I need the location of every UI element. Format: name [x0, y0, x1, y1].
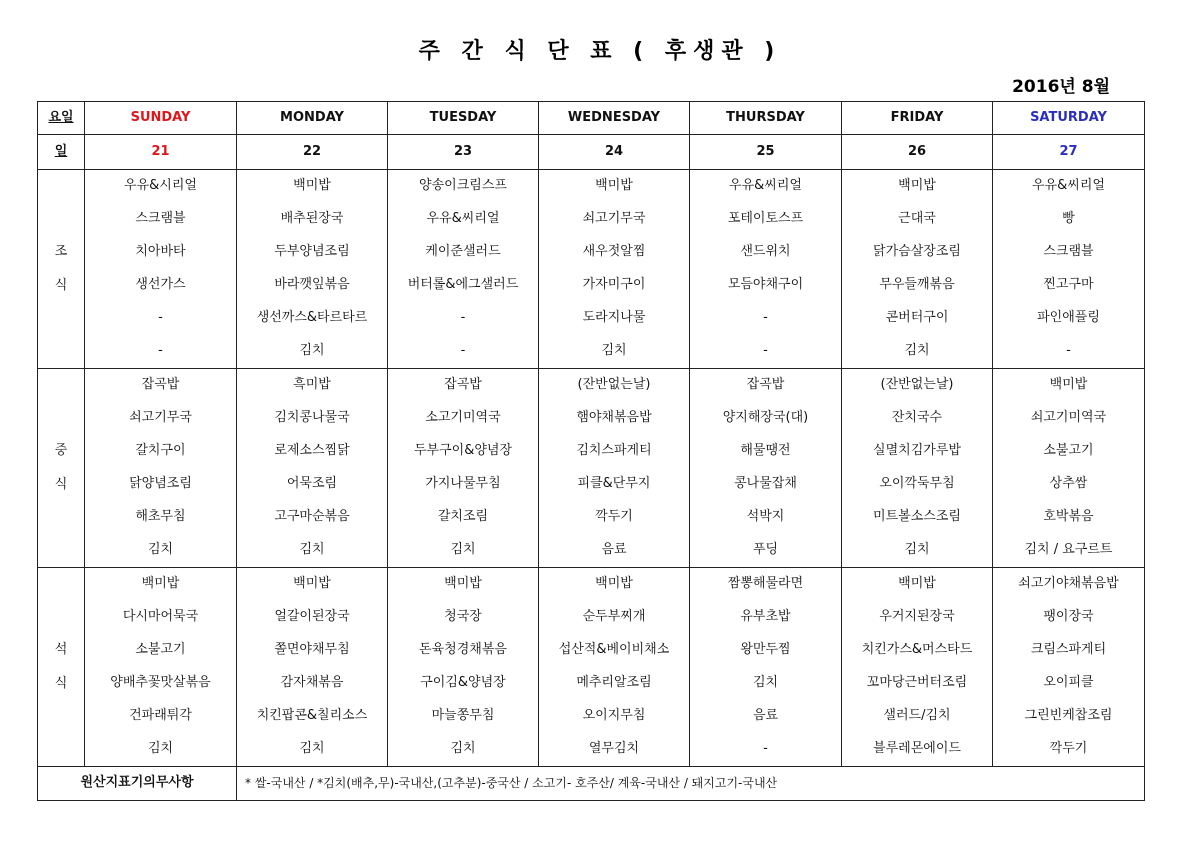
menu-item: 소고기미역국	[388, 402, 539, 435]
table-row	[38, 435, 1145, 468]
menu-item: 쫄면야채무침	[237, 634, 388, 667]
menu-item: 음료	[690, 700, 842, 733]
menu-item: 햄야채볶음밥	[539, 402, 690, 435]
menu-item: 빵	[993, 203, 1145, 236]
menu-item: 미트볼소스조림	[842, 501, 993, 534]
menu-item: 치킨가스&머스타드	[842, 634, 993, 667]
menu-item: 김치	[388, 534, 539, 568]
menu-item: 김치콩나물국	[237, 402, 388, 435]
day-friday: FRIDAY	[842, 102, 993, 135]
menu-item: 두부구이&양념장	[388, 435, 539, 468]
menu-item: 양송이크림스프	[388, 170, 539, 204]
menu-item: 백미밥	[237, 568, 388, 602]
menu-item: 얼갈이된장국	[237, 601, 388, 634]
menu-item: 모듬야채구이	[690, 269, 842, 302]
table-row	[38, 501, 1145, 534]
menu-item: 가지나물무침	[388, 468, 539, 501]
menu-item: 우유&시리얼	[85, 170, 237, 204]
menu-item: 크림스파게티	[993, 634, 1145, 667]
origin-label: 원산지표기의무사항	[38, 767, 237, 801]
menu-item: 그린빈케찹조림	[993, 700, 1145, 733]
menu-item: 김치스파게티	[539, 435, 690, 468]
menu-item: 음료	[539, 534, 690, 568]
menu-item: 순두부찌개	[539, 601, 690, 634]
date-wednesday: 24	[539, 135, 690, 170]
table-row	[38, 236, 1145, 269]
menu-item: 팽이장국	[993, 601, 1145, 634]
menu-item: 배추된장국	[237, 203, 388, 236]
menu-item: 호박볶음	[993, 501, 1145, 534]
menu-item: 김치	[237, 534, 388, 568]
menu-item: 샐러드/김치	[842, 700, 993, 733]
menu-item: 잡곡밥	[388, 369, 539, 403]
menu-item: 고구마순볶음	[237, 501, 388, 534]
menu-item: 상추쌈	[993, 468, 1145, 501]
menu-item: 잡곡밥	[690, 369, 842, 403]
menu-item: 닭가슴살장조림	[842, 236, 993, 269]
table-row	[38, 170, 1145, 204]
menu-item: 우유&씨리얼	[993, 170, 1145, 204]
menu-item: 쇠고기야채볶음밥	[993, 568, 1145, 602]
table-row	[38, 335, 1145, 369]
menu-item: 김치	[85, 733, 237, 767]
menu-item: 구이김&양념장	[388, 667, 539, 700]
menu-item: -	[85, 335, 237, 369]
menu-item: 파인애플링	[993, 302, 1145, 335]
menu-item: 푸딩	[690, 534, 842, 568]
table-row	[38, 634, 1145, 667]
weekly-menu-table	[37, 101, 1145, 801]
menu-item: -	[690, 733, 842, 767]
menu-item: 김치	[842, 534, 993, 568]
menu-item: 쇠고기무국	[539, 203, 690, 236]
menu-item: 콩나물잡채	[690, 468, 842, 501]
day-monday: MONDAY	[237, 102, 388, 135]
menu-item: 건파래튀각	[85, 700, 237, 733]
menu-item: 짬뽕해물라면	[690, 568, 842, 602]
menu-item: 두부양념조림	[237, 236, 388, 269]
menu-item: 깍두기	[993, 733, 1145, 767]
table-row	[38, 568, 1145, 602]
meal-label-char: 식	[54, 278, 68, 293]
menu-item: 백미밥	[993, 369, 1145, 403]
menu-item: -	[85, 302, 237, 335]
menu-item: 쇠고기무국	[85, 402, 237, 435]
meal-label-char: 중	[54, 443, 68, 458]
menu-item: 열무김치	[539, 733, 690, 767]
menu-item: 생선가스	[85, 269, 237, 302]
menu-item: 양배추꽃맛살볶음	[85, 667, 237, 700]
menu-item: 스크램블	[993, 236, 1145, 269]
footer-row	[38, 767, 1145, 801]
menu-item: 해초무침	[85, 501, 237, 534]
meal-label-char: 식	[54, 477, 68, 492]
menu-item: 어묵조림	[237, 468, 388, 501]
menu-item: 바라깻잎볶음	[237, 269, 388, 302]
day-saturday: SATURDAY	[993, 102, 1145, 135]
day-label: 요일	[38, 102, 85, 135]
menu-item: 블루레몬에이드	[842, 733, 993, 767]
menu-item: 왕만두찜	[690, 634, 842, 667]
meal-label-char: 식	[54, 676, 68, 691]
menu-item: 치킨팝콘&칠리소스	[237, 700, 388, 733]
menu-item: -	[993, 335, 1145, 369]
menu-item: 새우젓알찜	[539, 236, 690, 269]
menu-item: 잡곡밥	[85, 369, 237, 403]
menu-item: 흑미밥	[237, 369, 388, 403]
date-saturday: 27	[993, 135, 1145, 170]
meal-label-char: 조	[54, 244, 68, 259]
menu-item: 생선까스&타르타르	[237, 302, 388, 335]
table-row	[38, 468, 1145, 501]
menu-item: 치아바타	[85, 236, 237, 269]
day-thursday: THURSDAY	[690, 102, 842, 135]
menu-item: 쇠고기미역국	[993, 402, 1145, 435]
meal-label-breakfast	[38, 170, 85, 369]
menu-item: 우유&씨리얼	[690, 170, 842, 204]
menu-item: 백미밥	[85, 568, 237, 602]
menu-item: 우유&씨리얼	[388, 203, 539, 236]
table-row	[38, 269, 1145, 302]
menu-item: -	[388, 335, 539, 369]
menu-item: 오이지무침	[539, 700, 690, 733]
date-label: 일	[38, 135, 85, 170]
menu-item: 다시마어묵국	[85, 601, 237, 634]
menu-item: 김치	[388, 733, 539, 767]
menu-item: 갈치구이	[85, 435, 237, 468]
date-friday: 26	[842, 135, 993, 170]
menu-item: 청국장	[388, 601, 539, 634]
menu-item: 김치	[237, 335, 388, 369]
menu-item: 잔치국수	[842, 402, 993, 435]
day-sunday: SUNDAY	[85, 102, 237, 135]
menu-item: 감자채볶음	[237, 667, 388, 700]
menu-item: 우거지된장국	[842, 601, 993, 634]
meal-label-lunch	[38, 369, 85, 568]
day-tuesday: TUESDAY	[388, 102, 539, 135]
origin-text: * 쌀-국내산 / *김치(배추,무)-국내산,(고추분)-중국산 / 소고기- 호주산/ 계육-국내산 / 돼지고기-국내산	[237, 767, 1145, 801]
menu-item: 샌드위치	[690, 236, 842, 269]
menu-item: 실멸치김가루밥	[842, 435, 993, 468]
menu-item: 백미밥	[842, 170, 993, 204]
menu-item: 포테이토스프	[690, 203, 842, 236]
menu-item: 김치 / 요구르트	[993, 534, 1145, 568]
menu-item: 소불고기	[85, 634, 237, 667]
day-header-row	[38, 102, 1145, 135]
menu-item: 피클&단무지	[539, 468, 690, 501]
menu-item: 백미밥	[237, 170, 388, 204]
menu-item: -	[388, 302, 539, 335]
menu-item: 김치	[539, 335, 690, 369]
date-tuesday: 23	[388, 135, 539, 170]
menu-item: 섭산적&베이비채소	[539, 634, 690, 667]
menu-item: -	[690, 335, 842, 369]
menu-item: 버터롤&에그샐러드	[388, 269, 539, 302]
menu-item: 가자미구이	[539, 269, 690, 302]
table-row	[38, 203, 1145, 236]
menu-date: 2016년 8월	[1012, 77, 1110, 97]
table-row	[38, 402, 1145, 435]
date-monday: 22	[237, 135, 388, 170]
table-row	[38, 302, 1145, 335]
page-title: 주 간 식 단 표 ( 후생관 )	[418, 39, 782, 64]
menu-item: 돈육청경채볶음	[388, 634, 539, 667]
menu-item: 도라지나물	[539, 302, 690, 335]
menu-item: 백미밥	[539, 170, 690, 204]
menu-item: 김치	[85, 534, 237, 568]
menu-item: 김치	[690, 667, 842, 700]
date-header-row	[38, 135, 1145, 170]
menu-item: 콘버터구이	[842, 302, 993, 335]
menu-item: 무우들깨볶음	[842, 269, 993, 302]
menu-item: 소불고기	[993, 435, 1145, 468]
menu-item: 오이피클	[993, 667, 1145, 700]
table-row	[38, 534, 1145, 568]
table-row	[38, 369, 1145, 403]
table-row	[38, 733, 1145, 767]
menu-item: 마늘쫑무침	[388, 700, 539, 733]
menu-item: 케이준샐러드	[388, 236, 539, 269]
menu-item: (잔반없는날)	[539, 369, 690, 403]
table-row	[38, 700, 1145, 733]
menu-item: 백미밥	[539, 568, 690, 602]
menu-item: 근대국	[842, 203, 993, 236]
menu-item: 꼬마당근버터조림	[842, 667, 993, 700]
menu-item: 깍두기	[539, 501, 690, 534]
menu-item: 로제소스찜닭	[237, 435, 388, 468]
date-sunday: 21	[85, 135, 237, 170]
menu-item: 백미밥	[388, 568, 539, 602]
menu-item: 스크램블	[85, 203, 237, 236]
menu-item: 갈치조림	[388, 501, 539, 534]
table-row	[38, 601, 1145, 634]
menu-item: 김치	[237, 733, 388, 767]
day-wednesday: WEDNESDAY	[539, 102, 690, 135]
menu-item: 찐고구마	[993, 269, 1145, 302]
meal-label-char: 석	[54, 642, 68, 657]
menu-item: 오이깍둑무침	[842, 468, 993, 501]
menu-item: 김치	[842, 335, 993, 369]
menu-item: 석박지	[690, 501, 842, 534]
menu-item: 백미밥	[842, 568, 993, 602]
menu-item: -	[690, 302, 842, 335]
menu-item: 닭양념조림	[85, 468, 237, 501]
menu-item: 양지해장국(대)	[690, 402, 842, 435]
menu-item: 유부초밥	[690, 601, 842, 634]
table-row	[38, 667, 1145, 700]
meal-label-dinner	[38, 568, 85, 767]
menu-item: (잔반없는날)	[842, 369, 993, 403]
date-thursday: 25	[690, 135, 842, 170]
menu-item: 메추리알조림	[539, 667, 690, 700]
menu-item: 해물땡전	[690, 435, 842, 468]
